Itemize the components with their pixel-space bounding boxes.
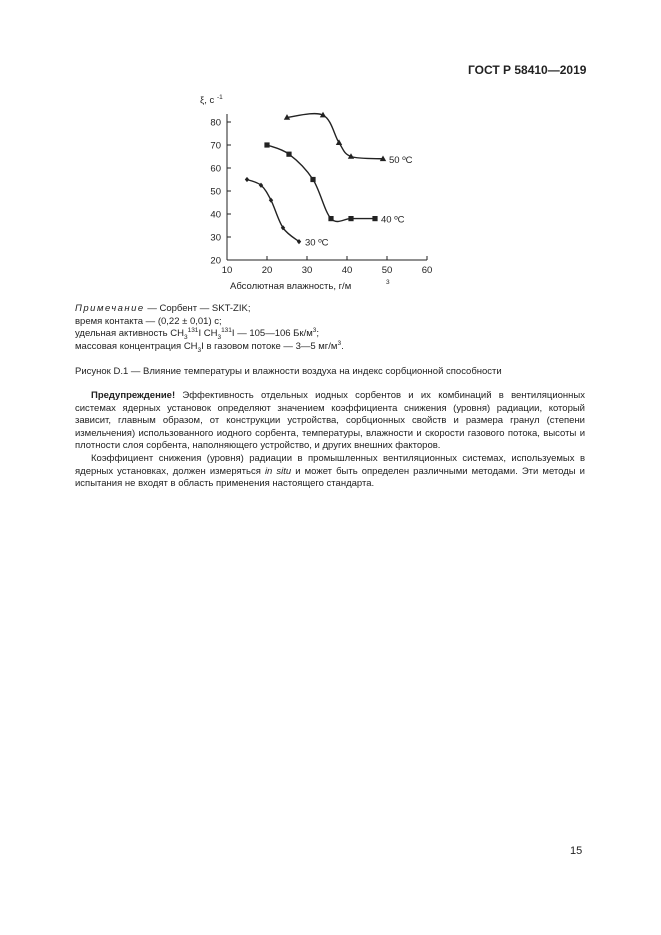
document-id: ГОСТ Р 58410—2019 (468, 63, 587, 77)
x-tick-label: 30 (301, 265, 313, 276)
warning-label: Предупреждение! (91, 390, 176, 401)
x-tick-label: 10 (221, 265, 233, 276)
warning-text: Эффективность отдельных иодных сорбентов и их комбинаций в вентиляционных системах ядерных установок определяют значением коэффициента снижения (уровня) радиации, который зависит, главным образом, от конструкции устройства, сорбционных свойств и размера гранул (степени измельчения) использованного иодного сорбента, температуры, влажности и скорости газового потока, высоты и плотности слоя сорбента, наполняющего устройство, и других внешних факторов. (75, 390, 585, 452)
data-point (372, 216, 377, 221)
y-tick-label: 20 (210, 255, 221, 267)
data-point (348, 216, 353, 221)
x-tick-label: 40 (341, 265, 353, 276)
y-tick-label: 80 (210, 117, 221, 129)
y-axis-label: ξ, с (200, 95, 215, 106)
note-line-2: время контакта — (0,22 ± 0,01) с; (75, 315, 222, 327)
series-line (247, 180, 299, 242)
note-sorbent: — Сорбент — SKT-ZIK; (144, 303, 251, 314)
data-point (310, 177, 315, 182)
note-label: Примечание (75, 303, 145, 314)
in-situ-text: in situ (264, 465, 292, 477)
data-point (336, 139, 342, 145)
note-line-3: удельная активность $CH_3^{131}I$ $CH_3^{131}I$ — 105—106 $Бк/м^3$; (75, 326, 320, 341)
series-label: 40 ºC (381, 214, 405, 226)
x-axis-label: Абсолютная влажность, г/м (230, 281, 352, 292)
y-axis-label-sup: -1 (217, 94, 223, 101)
data-point (286, 152, 291, 157)
x-axis-label-sup: 3 (386, 279, 390, 286)
data-point (264, 142, 269, 147)
x-tick-label: 20 (261, 265, 273, 276)
humidity-chart (180, 88, 460, 308)
series-line (267, 145, 375, 221)
body-text (75, 390, 585, 491)
figure-note (75, 303, 555, 353)
y-tick-label: 50 (210, 186, 221, 198)
series-label: 30 ºC (305, 237, 329, 249)
data-point (245, 177, 249, 182)
note-line-1 (75, 303, 555, 316)
data-point (328, 216, 333, 221)
note-line-4: массовая концентрация $CH_3I$ в газовом потоке — 3—5 $мг/м^3$. (75, 339, 344, 354)
warning-paragraph (75, 390, 585, 453)
series-line (287, 114, 383, 159)
x-tick-label: 50 (381, 265, 393, 276)
x-tick-label: 60 (421, 265, 433, 276)
figure-caption: Рисунок D.1 — Влияние температуры и влажности воздуха на индекс сорбционной способности (75, 366, 502, 377)
page-number: 15 (570, 845, 583, 857)
series-label: 50 ºC (389, 154, 413, 166)
y-tick-label: 70 (210, 140, 221, 152)
y-tick-label: 30 (210, 232, 221, 244)
y-tick-label: 60 (210, 163, 221, 175)
y-tick-label: 40 (210, 209, 221, 221)
coefficient-paragraph: Коэффициент снижения (уровня) радиации в промышленных вентиляционных системах, используемых в ядерных установках, должен измеряться in situ и может быть определен различными методами. Эти методы и испытания не входят в область применения настоящего стандарта. (75, 452, 585, 490)
chart-svg (180, 88, 460, 308)
